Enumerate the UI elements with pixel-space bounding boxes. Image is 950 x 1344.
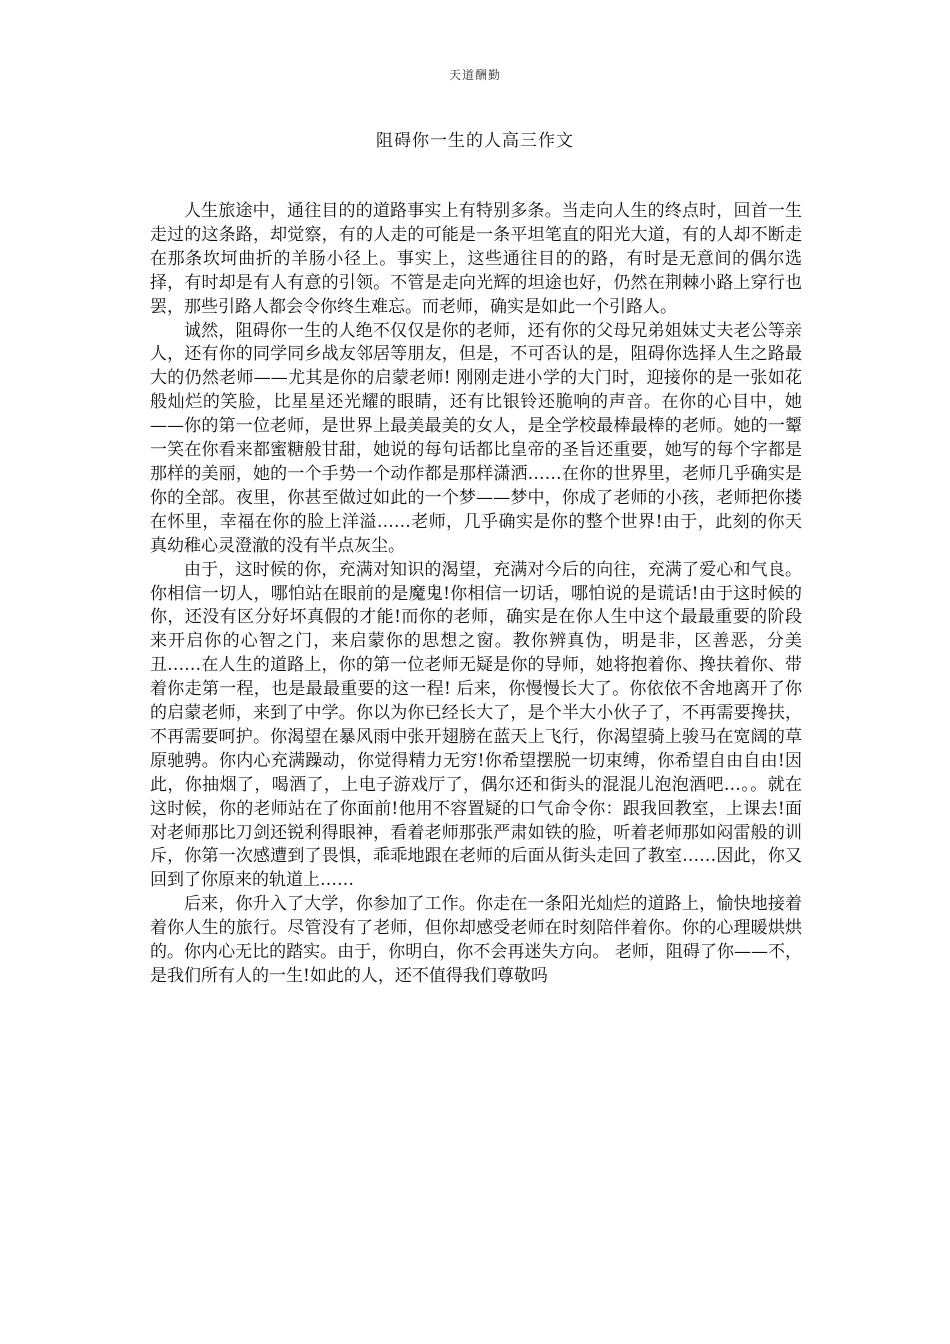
paragraph-3: 由于，这时候的你，充满对知识的渴望，充满对今后的向往，充满了爱心和气良。你相信一切人，哪怕站在眼前的是魔鬼!你相信一切话，哪怕说的是谎话!由于这时候的你，还没有区分好坏真假的才能!而你的老师，确实是在你人生中这个最最重要的阶段来开启你的心智之门，来启蒙你的思想之窗。教你辨真伪，明是非，区善恶，分美丑……在人生的道路上，你的第一位老师无疑是你的导师，她将抱着你、搀扶着你、带着你走第一程，也是最最重要的这一程! 后来，你慢慢长大了。你依依不舍地离开了你的启蒙老师，来到了中学。你以为你已经长大了，是个半大小伙子了，不再需要搀扶，不再需要呵护。你渴望在暴风雨中张开翅膀在蓝天上飞行，你渴望骑上骏马在宽阔的草原驰骋。你内心充满躁动，你觉得精力无穷!你希望摆脱一切束缚，你希望自由自由!因此，你抽烟了，喝酒了，上电子游戏厅了，偶尔还和街头的混混儿泡泡酒吧…。。就在这时候，你的老师站在了你面前!他用不容置疑的口气命令你：跟我回教室，上课去!面对老师那比刀剑还锐利得眼神，看着老师那张严肃如铁的脸，听着老师那如闷雷般的训斥，你第一次感遭到了畏惧，乖乖地跟在老师的后面从街头走回了教室……因此，你又回到了你原来的轨道上…… xyxy=(150,559,802,891)
page-title: 阻碍你一生的人高三作文 xyxy=(376,131,574,151)
page-header: 天道酬勤 xyxy=(448,68,501,82)
paragraph-1: 人生旅途中，通往目的的道路事实上有特别多条。当走向人生的终点时，回首一生走过的这条路，却觉察，有的人走的可能是一条平坦笔直的阳光大道，有的人却不断走在那条坎坷曲折的羊肠小径上。事实上，这些通往目的的路，有时是无意间的偶尔选择，有时却是有人有意的引领。不管是走向光辉的坦途也好，仍然在荆棘小路上穿行也罢，那些引路人都会令你终生难忘。而老师，确实是如此一个引路人。 xyxy=(150,201,802,317)
paragraph-4: 后来，你升入了大学，你参加了工作。你走在一条阳光灿烂的道路上，愉快地接着着你人生的旅行。尽管没有了老师，但你却感受老师在时刻陪伴着你。你的心理暖烘烘的。你内心无比的踏实。由于，你明白，你不会再迷失方向。 老师，阻碍了你——不，是我们所有人的一生!如此的人，还不值得我们尊敬吗 xyxy=(150,894,802,986)
essay-body xyxy=(150,200,802,989)
paragraph-2: 诚然，阻碍你一生的人绝不仅仅是你的老师，还有你的父母兄弟姐妹丈夫老公等亲人，还有你的同学同乡战友邻居等朋友，但是，不可否认的是，阻碍你选择人生之路最大的仍然老师——尤其是你的启蒙老师! 刚刚走进小学的大门时，迎接你的是一张如花般灿烂的笑脸，比星星还光耀的眼睛，还有比银铃还脆响的声音。在你的心目中，她——你的第一位老师，是世界上最美最美的女人，是全学校最棒最棒的老师。她的一颦一笑在你看来都蜜糖般甘甜，她说的每句话都比皇帝的圣旨还重要，她写的每个字都是那样的美丽，她的一个手势一个动作都是那样潇洒……在你的世界里，老师几乎确实是你的全部。夜里，你甚至做过如此的一个梦——梦中，你成了老师的小孩，老师把你搂在怀里，幸福在你的脸上洋溢……老师，几乎确实是你的整个世界!由于，此刻的你天真幼稚心灵澄澈的没有半点灰尘。 xyxy=(150,320,802,556)
